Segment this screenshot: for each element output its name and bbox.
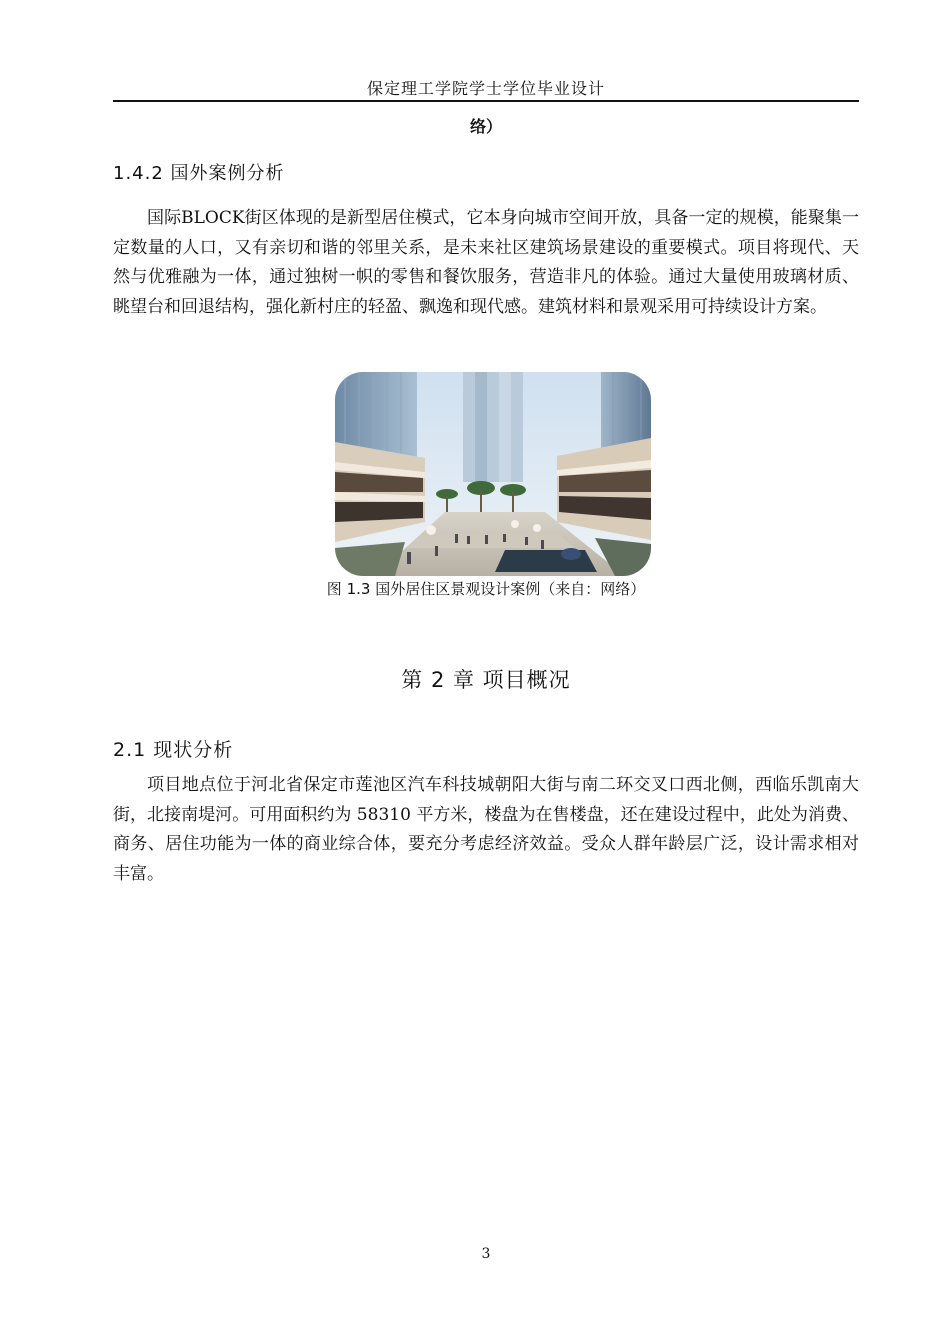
header-divider — [113, 100, 859, 102]
section-heading-2-1: 2.1 现状分析 — [113, 739, 234, 761]
chapter-title: 第 2 章 项目概况 — [401, 668, 571, 692]
figure-caption: 图 1.3 国外居住区景观设计案例（来自：网络） — [326, 580, 646, 598]
continuation-text: 络） — [469, 117, 502, 136]
page-header-title: 保定理工学院学士学位毕业设计 — [366, 79, 605, 98]
figure-landscape-case-image — [335, 372, 651, 576]
page-number: 3 — [481, 1246, 491, 1262]
section-paragraph-1-4-2: 国际BLOCK街区体现的是新型居住模式，它本身向城市空间开放，具备一定的规模，能聚集一定数量的人口，又有亲切和谐的邻里关系，是未来社区建筑场景建设的重要模式。项目将现代、天然与优雅融为一体，通过独树一帜的零售和餐饮服务，营造非凡的体验。通过大量使用玻璃材质、眺望台和回退结构，强化新村庄的轻盈、飘逸和现代感。建筑材料和景观采用可持续设计方案。 — [113, 208, 859, 317]
section-heading-1-4-2: 1.4.2 国外案例分析 — [113, 163, 285, 184]
section-paragraph-2-1: 项目地点位于河北省保定市莲池区汽车科技城朝阳大街与南二环交叉口西北侧，西临乐凯南大街，北接南堤河。可用面积约为 58310 平方米，楼盘为在售楼盘，还在建设过程中，此处为消费、商务、居住功能为一体的商业综合体，要充分考虑经济效益。受众人群年龄层广泛，设计需求相对丰富。 — [113, 775, 859, 884]
